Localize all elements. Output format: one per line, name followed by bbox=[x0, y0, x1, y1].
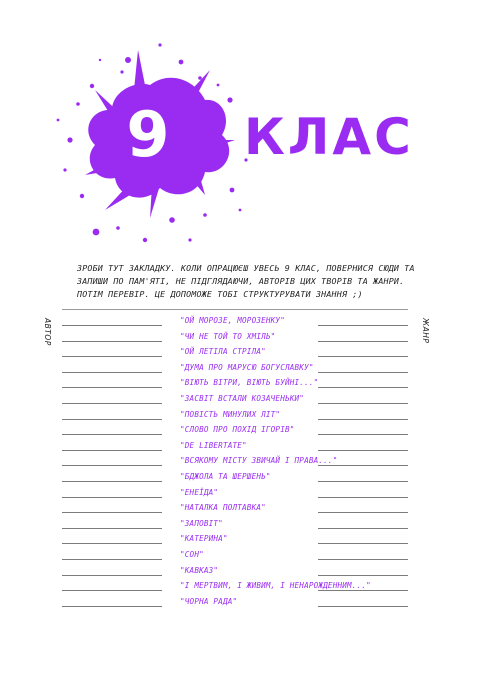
author-blank-line[interactable] bbox=[62, 512, 162, 513]
work-title: "СЛОВО ПРО ПОХІД ІГОРІВ" bbox=[180, 425, 295, 435]
author-column-label: АВТОР bbox=[43, 318, 52, 346]
work-title: "ЗАПОВІТ" bbox=[180, 518, 223, 528]
instructions-text: ЗРОБИ ТУТ ЗАКЛАДКУ. КОЛИ ОПРАЦЮЄШ УВЕСЬ 9 КЛАС, ПОВЕРНИСЯ СЮДИ ТА ЗАПИШИ ПО ПАМ'ЯТІ, НЕ ПІДГЛЯДАЮЧИ, АВТОРІВ ЦИХ ТВОРІВ ТА ЖАНРИ. ПОТІМ ПЕРЕВІР. ЦЕ ДОПОМОЖЕ ТОБІ СТРУКТУРУВАТИ ЗНАННЯ ;) bbox=[77, 263, 415, 299]
genre-blank-line[interactable] bbox=[318, 481, 408, 482]
genre-column-label: ЖАНР bbox=[421, 318, 430, 344]
genre-blank-line[interactable] bbox=[318, 419, 408, 420]
work-title: "ЕНЕЇДА" bbox=[180, 487, 219, 497]
author-blank-line[interactable] bbox=[62, 465, 162, 466]
genre-blank-line[interactable] bbox=[318, 325, 408, 326]
author-blank-line[interactable] bbox=[62, 372, 162, 373]
genre-blank-line[interactable] bbox=[318, 512, 408, 513]
genre-blank-line[interactable] bbox=[318, 403, 408, 404]
author-blank-line[interactable] bbox=[62, 419, 162, 420]
work-title: "ЧИ НЕ ТОЙ ТО ХМІЛЬ" bbox=[180, 331, 276, 341]
work-title: "ПОВІСТЬ МИНУЛИХ ЛІТ" bbox=[180, 409, 281, 419]
genre-blank-line[interactable] bbox=[318, 559, 408, 560]
work-title: "ЧОРНА РАДА" bbox=[180, 596, 238, 606]
work-title: "ОЙ МОРОЗЕ, МОРОЗЕНКУ" bbox=[180, 316, 285, 325]
author-blank-line[interactable] bbox=[62, 403, 162, 404]
work-title: "DE LIBERTATE" bbox=[180, 440, 247, 450]
work-title: "ДУМА ПРО МАРУСЮ БОГУСЛАВКУ" bbox=[180, 362, 314, 372]
genre-blank-line[interactable] bbox=[318, 356, 408, 357]
work-title: "І МЕРТВИМ, І ЖИВИМ, І НЕНАРОЖДЕННИМ..." bbox=[180, 581, 371, 591]
grade-number: 9 bbox=[126, 98, 170, 171]
work-title: "ОЙ ЛЕТІЛА СТРІЛА" bbox=[180, 347, 266, 357]
author-blank-line[interactable] bbox=[62, 590, 162, 591]
genre-blank-line[interactable] bbox=[318, 528, 408, 529]
work-title: "КАВКАЗ" bbox=[180, 565, 219, 575]
author-blank-line[interactable] bbox=[62, 387, 162, 388]
author-blank-line[interactable] bbox=[62, 528, 162, 529]
genre-blank-line[interactable] bbox=[318, 590, 408, 591]
author-blank-line[interactable] bbox=[62, 606, 162, 607]
author-blank-line[interactable] bbox=[62, 356, 162, 357]
work-title: "ЗАСВІТ ВСТАЛИ КОЗАЧЕНЬКИ" bbox=[180, 394, 305, 403]
author-blank-line[interactable] bbox=[62, 543, 162, 544]
genre-blank-line[interactable] bbox=[318, 575, 408, 576]
genre-blank-line[interactable] bbox=[318, 465, 408, 466]
work-title: "НАТАЛКА ПОЛТАВКА" bbox=[180, 503, 266, 513]
author-blank-line[interactable] bbox=[62, 434, 162, 435]
author-blank-line[interactable] bbox=[62, 497, 162, 498]
genre-blank-line[interactable] bbox=[318, 450, 408, 451]
divider bbox=[62, 309, 408, 310]
genre-blank-line[interactable] bbox=[318, 387, 408, 388]
work-title: "БДЖОЛА ТА ШЕРШЕНЬ" bbox=[180, 472, 271, 481]
genre-blank-line[interactable] bbox=[318, 434, 408, 435]
genre-blank-line[interactable] bbox=[318, 372, 408, 373]
grade-title: КЛАС bbox=[244, 108, 414, 166]
author-blank-line[interactable] bbox=[62, 341, 162, 342]
work-title: "ВСЯКОМУ МІСТУ ЗВИЧАЙ І ПРАВА..." bbox=[180, 456, 338, 466]
author-blank-line[interactable] bbox=[62, 559, 162, 560]
author-blank-line[interactable] bbox=[62, 450, 162, 451]
author-blank-line[interactable] bbox=[62, 575, 162, 576]
genre-blank-line[interactable] bbox=[318, 497, 408, 498]
work-title: "ВІЮТЬ ВІТРИ, ВІЮТЬ БУЙНІ..." bbox=[180, 378, 319, 388]
genre-blank-line[interactable] bbox=[318, 341, 408, 342]
genre-blank-line[interactable] bbox=[318, 606, 408, 607]
author-blank-line[interactable] bbox=[62, 481, 162, 482]
genre-blank-line[interactable] bbox=[318, 543, 408, 544]
work-title: "СОН" bbox=[180, 550, 204, 559]
author-blank-line[interactable] bbox=[62, 325, 162, 326]
work-title: "КАТЕРИНА" bbox=[180, 534, 228, 544]
